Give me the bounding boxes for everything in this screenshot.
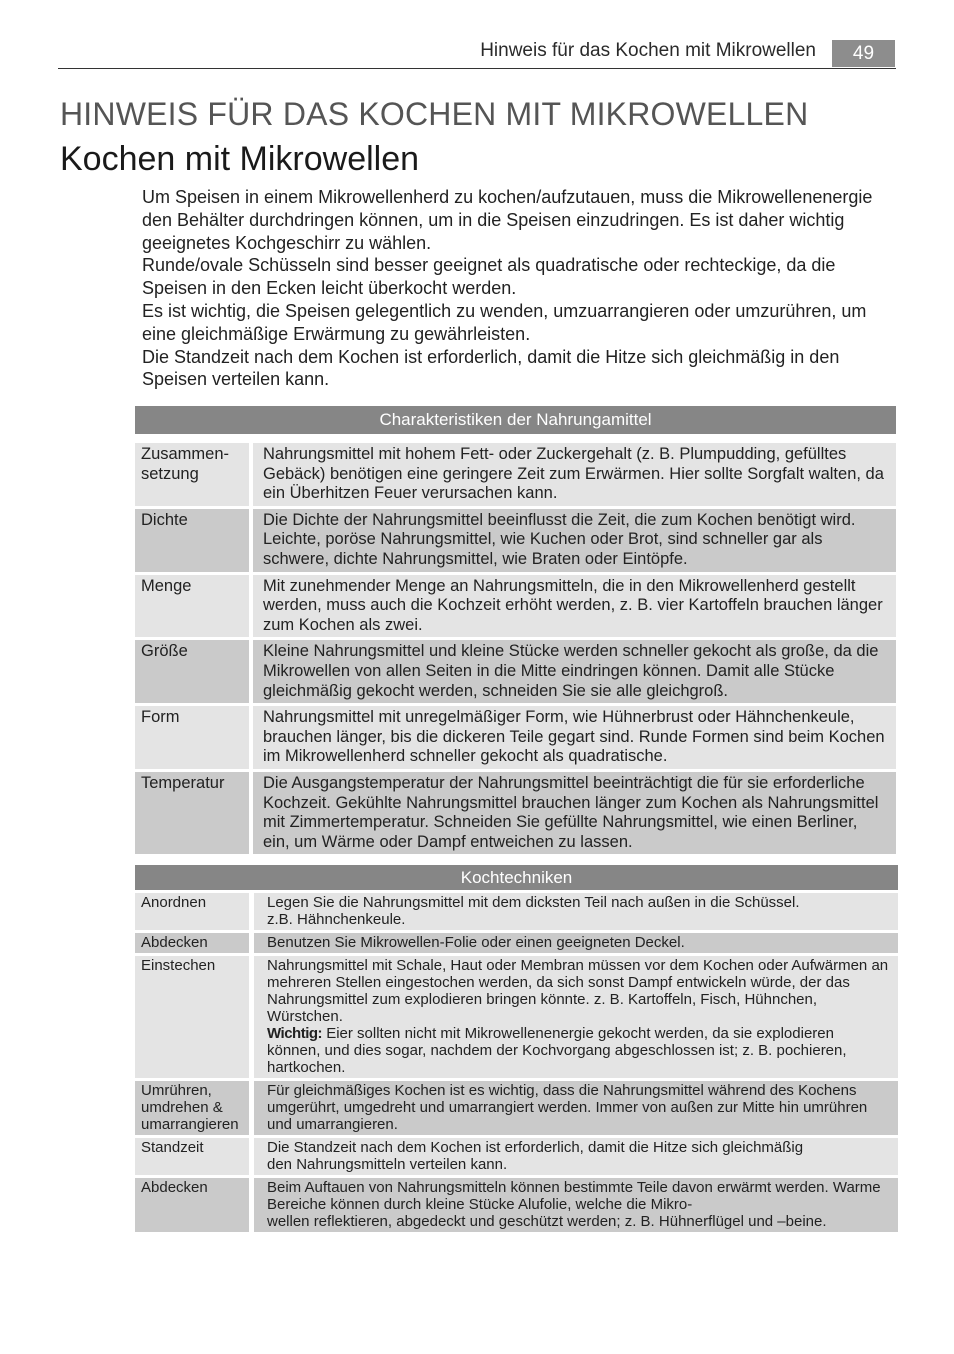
- characteristics-table: [135, 403, 896, 857]
- table-row: [135, 893, 898, 930]
- intro-paragraph: Es ist wichtig, die Speisen gelegentlich zu wenden, umzuarrangieren oder umzurühren, um eine gleichmäßige Erwärmung zu gewährleisten.: [142, 300, 867, 344]
- table-row: [135, 1138, 898, 1175]
- row-description: Für gleichmäßiges Kochen ist es wichtig, dass die Nahrungsmittel während des Kochens umgerührt, umgedreht und umarrangiert werden. Immer von außen zur Mitte hin umrühren und umarrangieren.: [254, 1081, 898, 1135]
- intro-paragraph: Runde/ovale Schüsseln sind besser geeignet als quadratische oder rechteckige, da die Speisen in den Ecken leicht überkocht werden.: [142, 255, 836, 299]
- row-label: Standzeit: [135, 1138, 249, 1175]
- characteristics-table-header: Charakteristiken der Nahrungamittel: [135, 406, 896, 434]
- row-label: Einstechen: [135, 956, 249, 1078]
- intro-paragraph: Die Standzeit nach dem Kochen ist erforderlich, damit die Hitze sich gleichmäßig in den Speisen verteilen kann.: [142, 346, 840, 390]
- row-label: Form: [135, 706, 249, 769]
- row-label: Größe: [135, 640, 249, 703]
- row-description: Nahrungsmittel mit unregelmäßiger Form, wie Hühnerbrust oder Hähnchenkeule, brauchen länger, bis die dickeren Teile gegart sind. Runde Formen sind beim Kochen im Mikrowellenherd schneller gekocht als quadratische.: [253, 706, 896, 769]
- row-description: Legen Sie die Nahrungsmittel mit dem dicksten Teil nach außen in die Schüssel. z.B. Hähnchenkeule.: [254, 893, 898, 930]
- row-description: Die Ausgangstemperatur der Nahrungsmittel beeinträchtigt die für sie erforderliche Kochzeit. Gekühlte Nahrungsmittel brauchen länger zum Kochen als Nahrungsmittel mit Zimmertemperatur. Schneiden Sie gefüllte Nahrungsmittel, wie einen Berliner, ein, um Wärme oder Dampf entweichen zu lassen.: [253, 772, 896, 854]
- row-label: Zusammen- setzung: [135, 443, 249, 506]
- table-row: [135, 509, 896, 572]
- row-description: Die Dichte der Nahrungsmittel beeinflusst die Zeit, die zum Kochen benötigt wird. Leichte, poröse Nahrungsmittel, wie Kuchen oder Brot, sind schneller gar als schwere, dichte Nahrungsmittel, wie Braten oder Eintöpfe.: [253, 509, 896, 572]
- row-label: Abdecken: [135, 1178, 249, 1232]
- table-row: [135, 575, 896, 638]
- row-description: Nahrungsmittel mit hohem Fett- oder Zuckergehalt (z. B. Plumpudding, gefülltes Gebäck) benötigen eine geringere Zeit zum Erwärmen. Hier sollte Sorgfalt walten, da ein Überhitzen Feuer verursachen kann.: [253, 443, 896, 506]
- table-row: [135, 706, 896, 769]
- row-description: Kleine Nahrungsmittel und kleine Stücke werden schneller gekocht als große, da die Mikrowellen von allen Seiten in die Mitte eindringen können. Damit alle Stücke gleichmäßig gekocht werden, schneiden Sie sie alle gleichgroß.: [253, 640, 896, 703]
- table-row: [135, 772, 896, 854]
- section-heading: HINWEIS FÜR DAS KOCHEN MIT MIKROWELLEN: [60, 96, 809, 132]
- row-description: Benutzen Sie Mikrowellen-Folie oder einen geeigneten Deckel.: [254, 933, 898, 953]
- subsection-heading: Kochen mit Mikrowellen: [60, 140, 420, 178]
- table-row: [135, 933, 898, 953]
- row-label: Menge: [135, 575, 249, 638]
- row-label: Dichte: [135, 509, 249, 572]
- row-description: Die Standzeit nach dem Kochen ist erforderlich, damit die Hitze sich gleichmäßig den Nahrungsmitteln verteilen kann.: [254, 1138, 898, 1175]
- row-description: Mit zunehmender Menge an Nahrungsmitteln, die in den Mikrowellenherd gestellt werden, muss auch die Kochzeit erhöht werden, z. B. vier Kartoffeln brauchen länger zum Kochen als zwei.: [253, 575, 896, 638]
- table-row: [135, 443, 896, 506]
- intro-paragraph: Um Speisen in einem Mikrowellenherd zu kochen/aufzutauen, muss die Mikrowellenenergie den Behälter durchdringen können, um in die Speisen einzudringen. Es ist daher wichtig geeignetes Kochgeschirr zu wählen.: [142, 187, 873, 253]
- table-row: [135, 1178, 898, 1232]
- warning-text: Eier sollten nicht mit Mikrowellenenergie gekocht werden, da sie explodieren können, und dies sogar, nachdem der Kochvorgang abgeschlossen ist; z. B. pochieren, hartkochen.: [267, 1025, 847, 1076]
- row-description: Beim Auftauen von Nahrungsmitteln können bestimmte Teile davon erwärmt werden. Warme Bereiche können durch kleine Stücke Alufolie, welche die Mikro- wellen reflektieren, abgedeckt und geschützt werden; z. B. Hühnerflügel und –beine.: [254, 1178, 898, 1232]
- intro-text: [142, 186, 898, 391]
- table-row: [135, 640, 896, 703]
- running-header-title: Hinweis für das Kochen mit Mikrowellen: [480, 40, 816, 61]
- row-description-text: Nahrungsmittel mit Schale, Haut oder Membran müssen vor dem Kochen oder Aufwärmen an mehreren Stellen eingestochen werden, da sich sonst Dampf entwickeln würde, der das Nahrungsmittel zum explodieren bringen könnte. z. B. Kartoffeln, Fisch, Hühnchen, Würstchen.: [267, 957, 889, 1025]
- table-row: [135, 956, 898, 1078]
- page-number-badge: 49: [832, 40, 895, 67]
- header-rule: [58, 68, 896, 69]
- table-row: [135, 1081, 898, 1135]
- warning-label: Wichtig:: [267, 1025, 323, 1042]
- row-label: Anordnen: [135, 893, 249, 930]
- row-label: Abdecken: [135, 933, 249, 953]
- row-label: Temperatur: [135, 772, 249, 854]
- row-description: [254, 956, 898, 1078]
- cooking-techniques-table: [135, 862, 898, 1235]
- cooking-techniques-table-header: Kochtechniken: [135, 865, 898, 890]
- row-label: Umrühren, umdrehen & umarrangieren: [135, 1081, 249, 1135]
